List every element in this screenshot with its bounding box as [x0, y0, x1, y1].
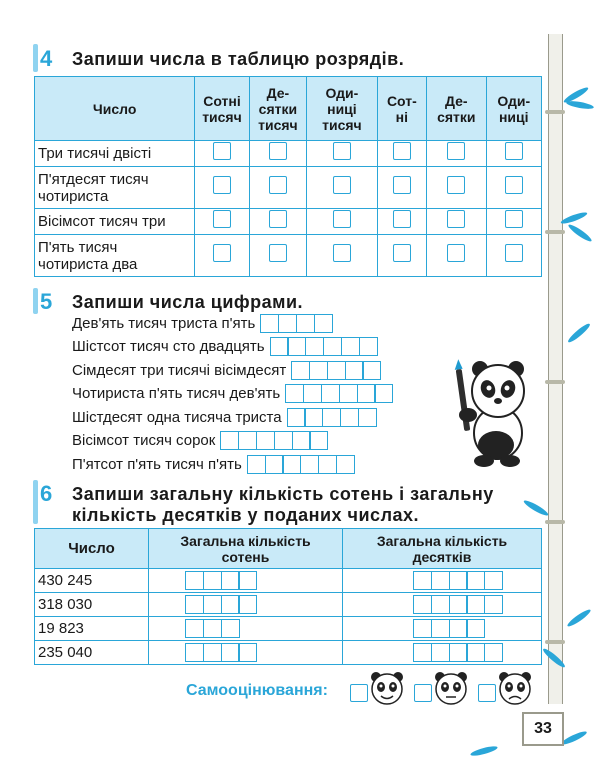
tens-answer: [343, 593, 542, 617]
digit-cell[interactable]: [466, 571, 485, 590]
exercise-4-number: 4: [40, 46, 53, 71]
digit-box[interactable]: [505, 142, 523, 160]
number-words: П'ятсот п'ять тисяч п'ять: [72, 455, 242, 473]
panda-face-icon: [368, 670, 406, 706]
digit-cell[interactable]: [221, 595, 240, 614]
digit-box[interactable]: [447, 244, 465, 262]
header-number: Число: [35, 529, 149, 569]
digit-cell[interactable]: [238, 431, 257, 450]
digit-cell[interactable]: [256, 431, 275, 450]
answer-boxes[interactable]: [185, 595, 257, 614]
header-thousands: Оди- ниці тисяч: [307, 77, 378, 141]
digit-cell[interactable]: [358, 408, 377, 427]
digit-box[interactable]: [213, 210, 231, 228]
digit-box[interactable]: [333, 210, 351, 228]
digit-cell[interactable]: [413, 595, 432, 614]
digit-cell[interactable]: [466, 643, 485, 662]
digit-box[interactable]: [333, 176, 351, 194]
digit-cell[interactable]: [203, 595, 222, 614]
digit-box[interactable]: [393, 142, 411, 160]
header-number: Число: [35, 77, 195, 141]
header-total-hundreds: Загальна кількість сотень: [149, 529, 343, 569]
digit-cell[interactable]: [260, 314, 279, 333]
digit-box[interactable]: [213, 176, 231, 194]
row-label: П'ятдесят тисяч чотириста: [35, 167, 195, 209]
number-writing-item: [72, 430, 328, 452]
answer-boxes[interactable]: [185, 643, 257, 662]
digit-box[interactable]: [393, 210, 411, 228]
digit-cell[interactable]: [431, 643, 450, 662]
digit-cell[interactable]: [321, 384, 340, 403]
digit-cell[interactable]: [413, 643, 432, 662]
digit-cell[interactable]: [362, 361, 381, 380]
digit-cell[interactable]: [287, 408, 306, 427]
digit-box[interactable]: [447, 142, 465, 160]
table-row: [35, 617, 542, 641]
self-assessment-checkbox[interactable]: [350, 684, 368, 707]
header-units: Оди- ниці: [486, 77, 541, 141]
exercise-marker: [33, 480, 38, 524]
panda-face-icon: [432, 670, 470, 706]
hundreds-answer: [149, 641, 343, 665]
digit-cell[interactable]: [303, 384, 322, 403]
table-row: [35, 569, 542, 593]
digit-box[interactable]: [269, 244, 287, 262]
digit-cell[interactable]: [314, 314, 333, 333]
digit-cell[interactable]: [309, 361, 328, 380]
number-words: Чотириста п'ять тисяч дев'ять: [72, 385, 281, 402]
digit-cell[interactable]: [203, 571, 222, 590]
bamboo-leaf: [560, 210, 588, 225]
digit-cell[interactable]: [484, 643, 503, 662]
digit-cell[interactable]: [247, 455, 266, 474]
digit-cell[interactable]: [270, 337, 289, 356]
digit-box[interactable]: [333, 142, 351, 160]
panda-illustration: [450, 355, 530, 467]
answer-boxes[interactable]: [291, 361, 381, 380]
digit-cell[interactable]: [238, 571, 257, 590]
number-writing-item: [72, 312, 333, 334]
table-row: [35, 235, 542, 277]
table-row: [35, 209, 542, 235]
digit-cell[interactable]: [357, 384, 376, 403]
digit-cell[interactable]: [323, 337, 342, 356]
digit-box[interactable]: [269, 142, 287, 160]
number-words: Сімдесят три тисячі вісімдесят: [72, 361, 287, 379]
digit-cell[interactable]: [221, 643, 240, 662]
digit-cell[interactable]: [305, 337, 324, 356]
digit-cell[interactable]: [296, 314, 315, 333]
row-number: 235 040: [35, 641, 149, 665]
table-row: [35, 141, 542, 167]
bamboo-knot: [545, 230, 565, 234]
answer-boxes[interactable]: [285, 384, 393, 403]
bamboo-leaf: [566, 322, 591, 345]
digit-cell[interactable]: [265, 455, 284, 474]
bamboo-leaf: [566, 100, 595, 111]
number-words: Вісімсот тисяч сорок: [72, 432, 216, 449]
header-tens: Де- сятки: [427, 77, 486, 141]
digit-cell[interactable]: [449, 571, 468, 590]
hundreds-answer: [149, 593, 343, 617]
exercise-marker: [33, 288, 38, 314]
digit-cell[interactable]: [431, 619, 450, 638]
table-row: [35, 593, 542, 617]
number-writing-item: [72, 383, 393, 405]
digit-cell[interactable]: [238, 643, 257, 662]
digit-cell[interactable]: [282, 455, 301, 474]
digit-box[interactable]: [213, 244, 231, 262]
answer-boxes[interactable]: [260, 314, 332, 333]
digit-cell[interactable]: [413, 571, 432, 590]
header-total-tens: Загальна кількість десятків: [343, 529, 542, 569]
tens-answer: [343, 617, 542, 641]
page-number: 33: [522, 712, 564, 746]
answer-boxes[interactable]: [413, 643, 503, 662]
digit-cell[interactable]: [449, 619, 468, 638]
digit-box[interactable]: [269, 210, 287, 228]
hundreds-tens-table: [34, 528, 542, 665]
row-label: Вісімсот тисяч три: [35, 209, 195, 235]
digit-cell[interactable]: [203, 643, 222, 662]
bamboo-knot: [545, 110, 565, 114]
panda-face-icon: [496, 670, 534, 706]
digit-cell[interactable]: [304, 408, 323, 427]
digit-cell[interactable]: [374, 384, 393, 403]
answer-boxes[interactable]: [287, 408, 377, 427]
digit-cell[interactable]: [220, 431, 239, 450]
row-label: П'ять тисяч чотириста два: [35, 235, 195, 277]
self-assessment-checkbox[interactable]: [414, 684, 432, 707]
digit-cell[interactable]: [484, 595, 503, 614]
digit-cell[interactable]: [359, 337, 378, 356]
answer-boxes[interactable]: [185, 571, 257, 590]
number-writing-item: [72, 359, 381, 381]
exercise-6-number: 6: [40, 481, 53, 506]
digit-cell[interactable]: [339, 384, 358, 403]
exercise-6-title-line1: Запиши загальну кількість сотень і загальну: [72, 484, 494, 504]
digit-cell[interactable]: [203, 619, 222, 638]
hundreds-answer: [149, 569, 343, 593]
row-number: 19 823: [35, 617, 149, 641]
digit-box[interactable]: [269, 176, 287, 194]
digit-box[interactable]: [393, 176, 411, 194]
number-words: Шістсот тисяч сто двадцять: [72, 338, 265, 355]
bamboo-leaf: [567, 223, 593, 244]
digit-cell[interactable]: [300, 455, 319, 474]
answer-boxes[interactable]: [185, 619, 240, 638]
digit-box[interactable]: [505, 244, 523, 262]
digit-cell[interactable]: [274, 431, 293, 450]
header-hundreds: Сот- ні: [377, 77, 426, 141]
bamboo-leaf: [522, 498, 549, 517]
digit-box[interactable]: [333, 244, 351, 262]
digit-cell[interactable]: [413, 619, 432, 638]
digit-box[interactable]: [447, 210, 465, 228]
digit-cell[interactable]: [185, 619, 204, 638]
digit-cell[interactable]: [309, 431, 328, 450]
number-writing-item: [72, 336, 378, 358]
digit-cell[interactable]: [185, 571, 204, 590]
header-hundred-thousands: Сотні тисяч: [195, 77, 249, 141]
bamboo-leaf: [566, 608, 592, 629]
digit-cell[interactable]: [292, 431, 311, 450]
digit-box[interactable]: [447, 176, 465, 194]
digit-cell[interactable]: [327, 361, 346, 380]
row-number: 430 245: [35, 569, 149, 593]
bamboo-leaf: [470, 744, 499, 757]
digit-cell[interactable]: [431, 571, 450, 590]
place-value-table: [34, 76, 542, 277]
number-writing-item: [72, 406, 377, 428]
digit-cell[interactable]: [449, 595, 468, 614]
tens-answer: [343, 569, 542, 593]
digit-cell[interactable]: [466, 595, 485, 614]
bamboo-knot: [545, 380, 565, 384]
exercise-marker: [33, 44, 38, 72]
digit-cell[interactable]: [278, 314, 297, 333]
table-row: [35, 641, 542, 665]
self-assessment-checkbox[interactable]: [478, 684, 496, 707]
bamboo-stalk: [548, 34, 563, 704]
digit-cell[interactable]: [185, 595, 204, 614]
exercise-4-title: Запиши числа в таблицю розрядів.: [72, 49, 405, 69]
bamboo-knot: [545, 640, 565, 644]
bamboo-leaf: [560, 729, 588, 746]
header-ten-thousands: Де- сятки тисяч: [249, 77, 306, 141]
digit-cell[interactable]: [466, 619, 485, 638]
digit-cell[interactable]: [341, 337, 360, 356]
digit-cell[interactable]: [221, 571, 240, 590]
digit-box[interactable]: [213, 142, 231, 160]
number-words: Шістдесят одна тисяча триста: [72, 408, 282, 426]
number-writing-item: [72, 453, 355, 475]
row-number: 318 030: [35, 593, 149, 617]
exercise-6-title-line2: кількість десятків у поданих числах.: [72, 505, 420, 525]
digit-cell[interactable]: [449, 643, 468, 662]
digit-box[interactable]: [505, 210, 523, 228]
digit-cell[interactable]: [318, 455, 337, 474]
tens-answer: [343, 641, 542, 665]
digit-box[interactable]: [505, 176, 523, 194]
table-header-row: [35, 77, 542, 141]
table-row: [35, 167, 542, 209]
exercise-5-title: Запиши числа цифрами.: [72, 292, 304, 312]
self-assessment-label: Самооцінювання:: [186, 682, 328, 699]
answer-boxes[interactable]: [270, 337, 378, 356]
answer-boxes[interactable]: [413, 619, 485, 638]
digit-cell[interactable]: [287, 337, 306, 356]
answer-boxes[interactable]: [413, 595, 503, 614]
digit-cell[interactable]: [285, 384, 304, 403]
digit-cell[interactable]: [336, 455, 355, 474]
digit-cell[interactable]: [345, 361, 364, 380]
row-label: Три тисячі двісті: [35, 141, 195, 167]
digit-cell[interactable]: [221, 619, 240, 638]
digit-cell[interactable]: [340, 408, 359, 427]
digit-cell[interactable]: [185, 643, 204, 662]
number-words: Дев'ять тисяч триста п'ять: [72, 314, 256, 332]
exercise-5-number: 5: [40, 289, 53, 314]
hundreds-answer: [149, 617, 343, 641]
answer-boxes[interactable]: [247, 455, 355, 474]
table-header-row: [35, 529, 542, 569]
digit-cell[interactable]: [431, 595, 450, 614]
bamboo-knot: [545, 520, 565, 524]
answer-boxes[interactable]: [413, 571, 503, 590]
digit-cell[interactable]: [484, 571, 503, 590]
digit-cell[interactable]: [238, 595, 257, 614]
digit-box[interactable]: [393, 244, 411, 262]
answer-boxes[interactable]: [220, 431, 328, 450]
digit-cell[interactable]: [291, 361, 310, 380]
digit-cell[interactable]: [322, 408, 341, 427]
